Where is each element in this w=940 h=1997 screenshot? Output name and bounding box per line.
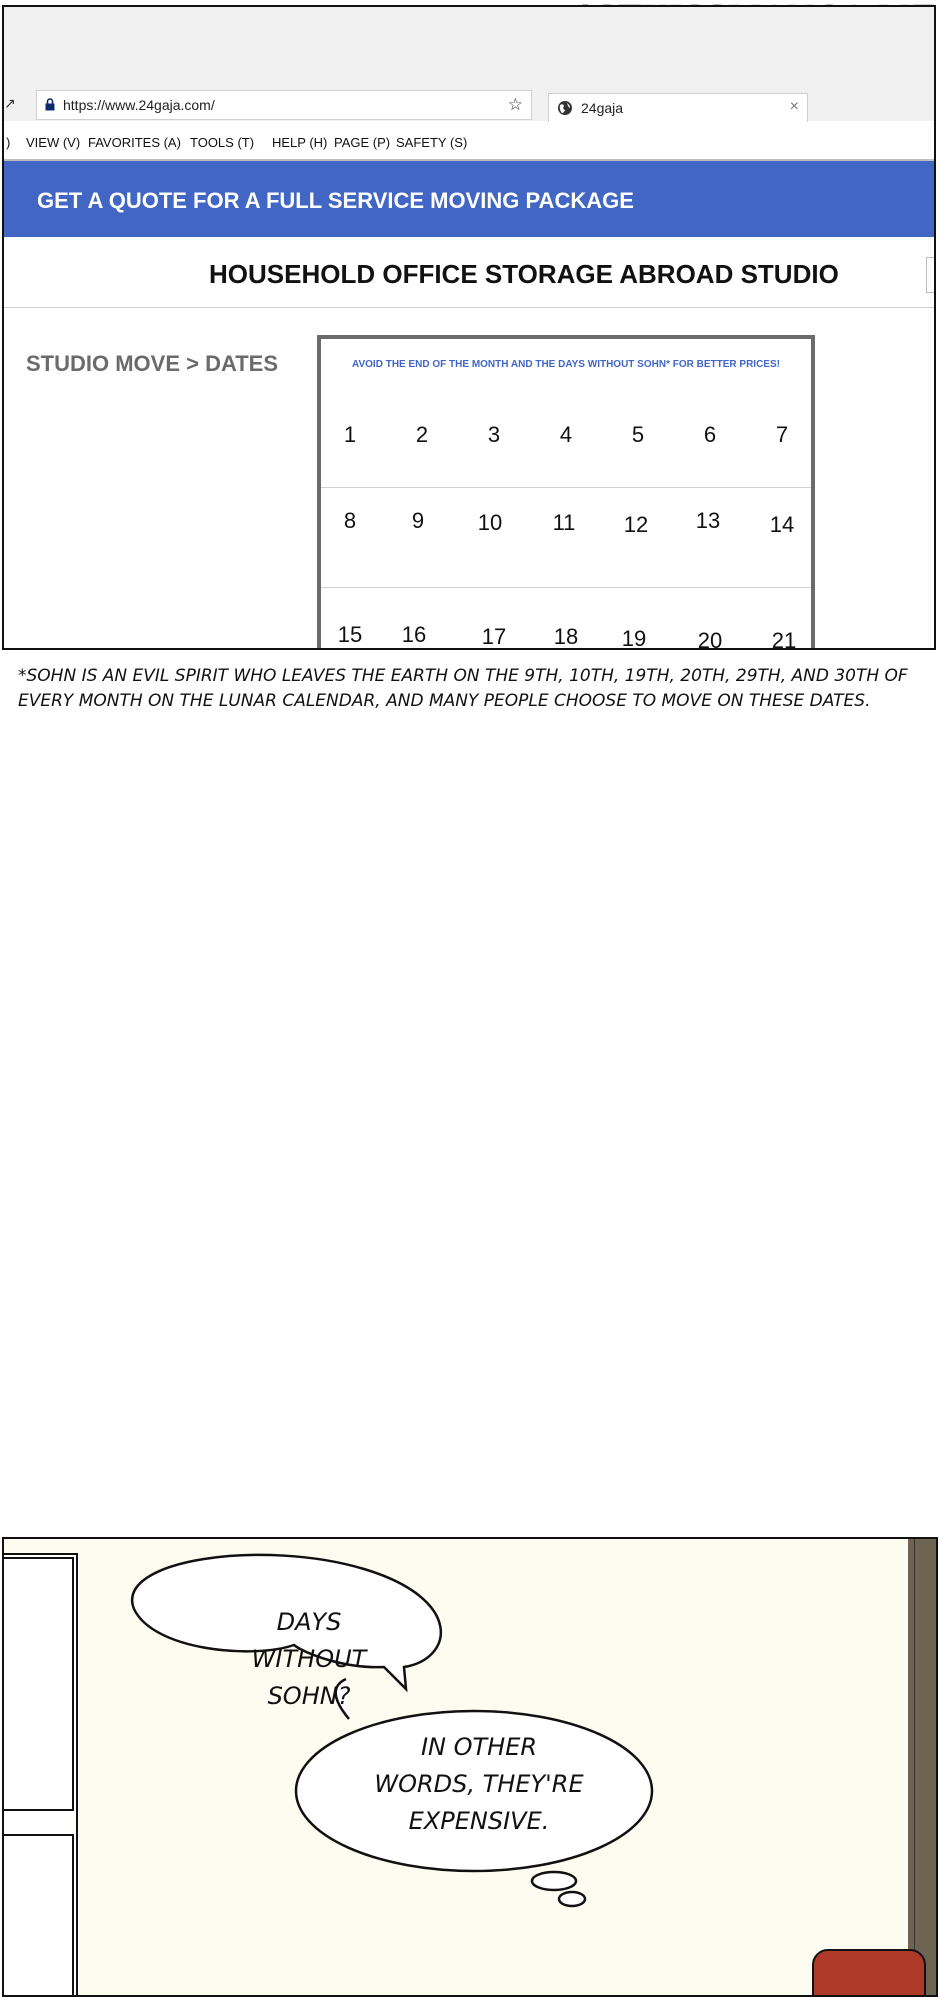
bubble-line: WITHOUT — [251, 1645, 367, 1673]
menu-item-page[interactable]: PAGE (P) — [334, 135, 391, 150]
favorite-star-icon[interactable]: ☆ — [507, 95, 523, 114]
quote-banner[interactable] — [4, 161, 934, 237]
menu-item-help[interactable]: HELP (H) — [272, 135, 328, 150]
calendar-day[interactable]: 18 — [553, 624, 579, 649]
calendar-day[interactable]: 17 — [481, 624, 507, 649]
service-nav[interactable]: HOUSEHOLD OFFICE STORAGE ABROAD STUDIO — [209, 259, 839, 289]
bubble-line: DAYS — [276, 1608, 342, 1636]
calendar-week-3 — [321, 587, 811, 650]
bubble-line: IN OTHER — [420, 1733, 538, 1761]
close-tab-icon[interactable]: × — [789, 98, 799, 115]
divider — [4, 307, 934, 308]
menu-bar — [4, 122, 934, 161]
calendar-day[interactable]: 1 — [343, 422, 357, 447]
calendar-day[interactable]: 12 — [623, 512, 649, 537]
bubble-line: EXPENSIVE. — [408, 1807, 550, 1835]
menu-item-edit-fragment[interactable]: ) — [6, 135, 11, 150]
nav-box-edge — [926, 257, 936, 293]
room-panel — [2, 1537, 938, 1997]
calendar-day[interactable]: 16 — [401, 622, 427, 647]
calendar-day[interactable]: 10 — [477, 510, 503, 535]
calendar-day[interactable]: 14 — [769, 512, 795, 537]
menu-item-favorites[interactable]: FAVORITES (A) — [88, 135, 181, 150]
menu-item-view[interactable]: VIEW (V) — [26, 135, 81, 150]
banner-text: GET A QUOTE FOR A FULL SERVICE MOVING PACKAGE — [37, 188, 634, 213]
bubble-text-expensive — [359, 1729, 599, 1840]
thought-bubble-tail-1 — [532, 1872, 576, 1890]
calendar-day[interactable]: 19 — [621, 626, 647, 650]
menu-item-safety[interactable]: SAFETY (S) — [396, 135, 468, 150]
calendar-day[interactable]: 2 — [415, 422, 429, 447]
calendar-day[interactable]: 6 — [703, 422, 717, 447]
browser-tab[interactable] — [548, 93, 808, 122]
calendar-day[interactable]: 15 — [337, 622, 363, 647]
calendar-week-1 — [321, 399, 811, 483]
calendar-day[interactable]: 11 — [552, 510, 576, 535]
calendar-day[interactable]: 8 — [343, 508, 357, 533]
bubble-text-days-without-sohn — [209, 1604, 409, 1715]
lock-icon — [45, 98, 55, 111]
browser-chrome — [4, 7, 934, 121]
calendar-day[interactable]: 20 — [697, 628, 723, 650]
url-text[interactable]: https://www.24gaja.com/ — [63, 97, 215, 113]
breadcrumb: STUDIO MOVE > DATES — [26, 351, 279, 376]
calendar-day[interactable]: 4 — [559, 422, 573, 447]
date-calendar — [317, 335, 815, 650]
bubble-line: WORDS, THEY'RE — [374, 1770, 584, 1798]
menu-item-tools[interactable]: TOOLS (T) — [190, 135, 255, 150]
calendar-day[interactable]: 7 — [775, 422, 789, 447]
forward-arrow-icon[interactable]: ↗ — [4, 95, 16, 111]
thought-bubble-tail-2 — [559, 1892, 585, 1906]
calendar-day[interactable]: 13 — [695, 508, 721, 533]
calendar-day[interactable]: 9 — [411, 508, 425, 533]
globe-icon — [557, 100, 573, 116]
browser-panel — [2, 5, 936, 650]
tab-title: 24gaja — [581, 100, 624, 116]
footnote: *SOHN IS AN EVIL SPIRIT WHO LEAVES THE EARTH ON THE 9TH, 10TH, 19TH, 20TH, 29TH, AND 30TH OF EVERY MONTH ON THE LUNAR CALENDAR, AND MANY PEOPLE CHOOSE TO MOVE ON THESE DATES. — [18, 666, 908, 711]
calendar-day[interactable]: 3 — [487, 422, 501, 447]
bubble-line: SOHN? — [267, 1682, 351, 1710]
calendar-week-2 — [321, 487, 811, 572]
calendar-day[interactable]: 21 — [771, 628, 797, 650]
address-bar[interactable] — [36, 90, 532, 120]
calendar-day[interactable]: 5 — [631, 422, 645, 447]
calendar-notice: AVOID THE END OF THE MONTH AND THE DAYS WITHOUT SOHN* FOR BETTER PRICES! — [352, 359, 780, 370]
